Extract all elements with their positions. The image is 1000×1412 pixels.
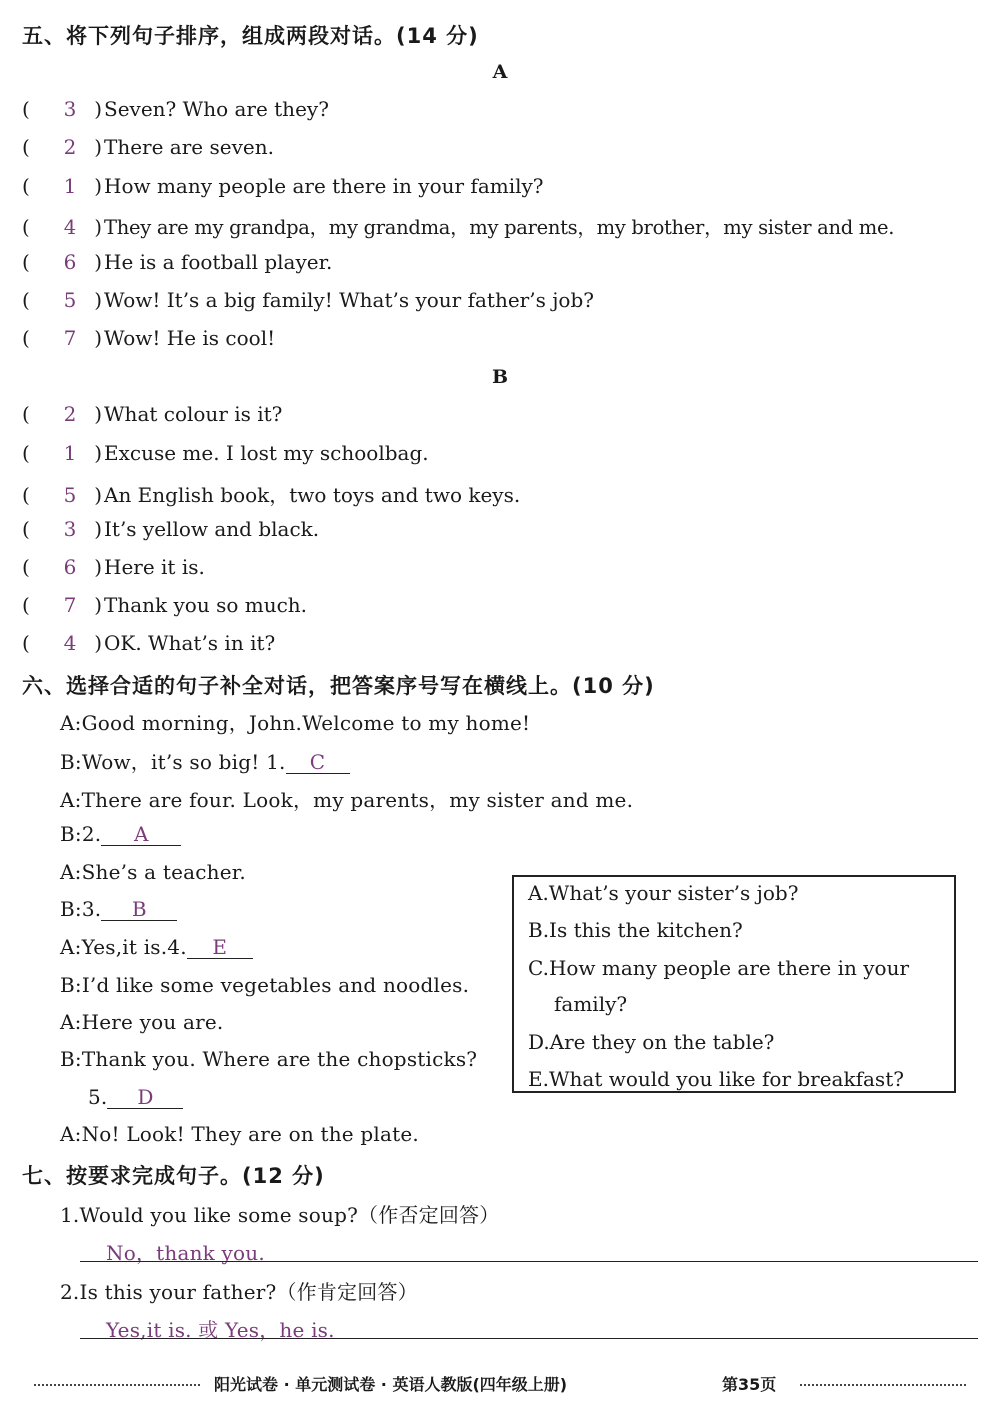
answer-1: No，thank you. — [106, 1241, 265, 1265]
order-sentence: Wow! He is cool! — [104, 326, 276, 350]
order-number: 6 — [63, 250, 77, 274]
option-b: B.Is this the kitchen? — [528, 918, 743, 942]
section7-title: 七、按要求完成句子。(12 分) — [22, 1164, 325, 1188]
order-number: 5 — [63, 483, 77, 507]
order-sentence: There are seven. — [104, 135, 274, 159]
order-item: ( 5 ) Wow! It’s a big family! What’s your father’s job? — [22, 288, 594, 312]
dialogue-line: A:Here you are. — [60, 1010, 224, 1034]
answer-blank: E — [187, 936, 253, 959]
order-sentence: They are my grandpa，my grandma，my parents，my brother，my sister and me. — [104, 216, 895, 239]
dialogue-line — [60, 746, 350, 775]
order-sentence: What colour is it? — [104, 402, 283, 426]
dialogue-line — [60, 897, 177, 921]
order-sentence: Wow! It’s a big family! What’s your father’s job? — [104, 288, 594, 312]
order-sentence: Excuse me. I lost my schoolbag. — [104, 441, 429, 465]
order-number: 2 — [63, 402, 77, 426]
dialogue-line: A:Good morning，John.Welcome to my home! — [60, 711, 531, 735]
order-item: ( 1 ) How many people are there in your family? — [22, 174, 544, 198]
order-item: ( 6 ) Here it is. — [22, 555, 205, 579]
dialogue-line — [88, 1085, 183, 1109]
order-sentence: Thank you so much. — [104, 593, 308, 617]
order-sentence: An English book，two toys and two keys. — [104, 483, 521, 507]
dialogue-line: B:Thank you. Where are the chopsticks? — [60, 1047, 478, 1071]
order-item: ( 4 ) They are my grandpa，my grandma，my parents，my brother，my sister and me. — [22, 216, 895, 239]
order-sentence: It’s yellow and black. — [104, 517, 320, 541]
order-item: ( 4 ) OK. What’s in it? — [22, 631, 276, 655]
order-item: ( 2 ) There are seven. — [22, 135, 274, 159]
dialogue-line: A:No! Look! They are on the plate. — [60, 1122, 419, 1146]
answer-underline — [80, 1338, 978, 1339]
order-number: 1 — [63, 174, 77, 198]
dialogue-line: A:There are four. Look，my parents，my sister and me. — [60, 788, 634, 812]
order-number: 6 — [63, 555, 77, 579]
question-2: 2.Is this your father?（作肯定回答） — [60, 1280, 418, 1304]
order-item: ( 3 ) It’s yellow and black. — [22, 517, 320, 541]
order-number: 7 — [63, 326, 77, 350]
order-sentence: OK. What’s in it? — [104, 631, 276, 655]
order-item: ( 1 ) Excuse me. I lost my schoolbag. — [22, 441, 429, 465]
group-a-label: A — [492, 61, 508, 83]
order-item: ( 3 ) Seven? Who are they? — [22, 97, 329, 121]
answer-underline — [80, 1261, 978, 1262]
answer-blank: C — [286, 751, 350, 774]
dialogue-line — [60, 822, 181, 846]
page-footer — [0, 1372, 1000, 1396]
section5-title: 五、将下列句子排序，组成两段对话。(14 分) — [22, 24, 479, 48]
order-item: ( 2 ) What colour is it? — [22, 402, 283, 426]
option-e: E.What would you like for breakfast? — [528, 1067, 904, 1091]
dialogue-line: B:I’d like some vegetables and noodles. — [60, 973, 470, 997]
footer-series-title: 阳光试卷 · 单元测试卷 · 英语人教版(四年级上册) — [214, 1375, 568, 1394]
order-number: 2 — [63, 135, 77, 159]
order-number: 1 — [63, 441, 77, 465]
order-item: ( 7 ) Wow! He is cool! — [22, 326, 276, 350]
question-1: 1.Would you like some soup?（作否定回答） — [60, 1203, 500, 1227]
answer-blank: A — [101, 823, 181, 846]
option-c: C.How many people are there in your — [528, 956, 910, 980]
answer-blank: B — [101, 898, 177, 921]
option-d: D.Are they on the table? — [528, 1030, 775, 1054]
dialogue-text: B:2. — [60, 822, 102, 846]
order-number: 5 — [63, 288, 77, 312]
dialogue-text: 5. — [88, 1085, 108, 1109]
order-number: 3 — [63, 97, 77, 121]
dialogue-text: B:3. — [60, 897, 102, 921]
answer-blank: D — [107, 1086, 183, 1109]
order-number: 3 — [63, 517, 77, 541]
section6-title: 六、选择合适的句子补全对话，把答案序号写在横线上。(10 分) — [22, 674, 655, 698]
order-sentence: He is a football player. — [104, 250, 333, 274]
options-box — [512, 875, 956, 1093]
dialogue-line: A:She’s a teacher. — [60, 860, 246, 884]
dialogue-text: B:Wow，it’s so big! 1. — [60, 750, 286, 774]
dialogue-line — [60, 935, 253, 959]
dialogue-text: A:Yes,it is.4. — [60, 935, 187, 959]
order-item: ( 5 ) An English book，two toys and two keys. — [22, 483, 521, 507]
answer-2: Yes,it is. 或 Yes，he is. — [106, 1318, 335, 1342]
footer-dotted-rule — [34, 1384, 200, 1386]
order-number: 7 — [63, 593, 77, 617]
order-sentence: How many people are there in your family? — [104, 174, 544, 198]
order-sentence: Here it is. — [104, 555, 205, 579]
order-item: ( 7 ) Thank you so much. — [22, 593, 308, 617]
footer-dotted-rule — [800, 1384, 966, 1386]
order-number: 4 — [63, 631, 77, 655]
option-a: A.What’s your sister’s job? — [528, 881, 799, 905]
group-b-label: B — [491, 366, 509, 388]
order-item: ( 6 ) He is a football player. — [22, 250, 333, 274]
option-c-continued: family? — [554, 992, 628, 1016]
order-sentence: Seven? Who are they? — [104, 97, 329, 121]
order-number: 4 — [63, 216, 77, 239]
page-number: 第35页 — [722, 1375, 777, 1394]
